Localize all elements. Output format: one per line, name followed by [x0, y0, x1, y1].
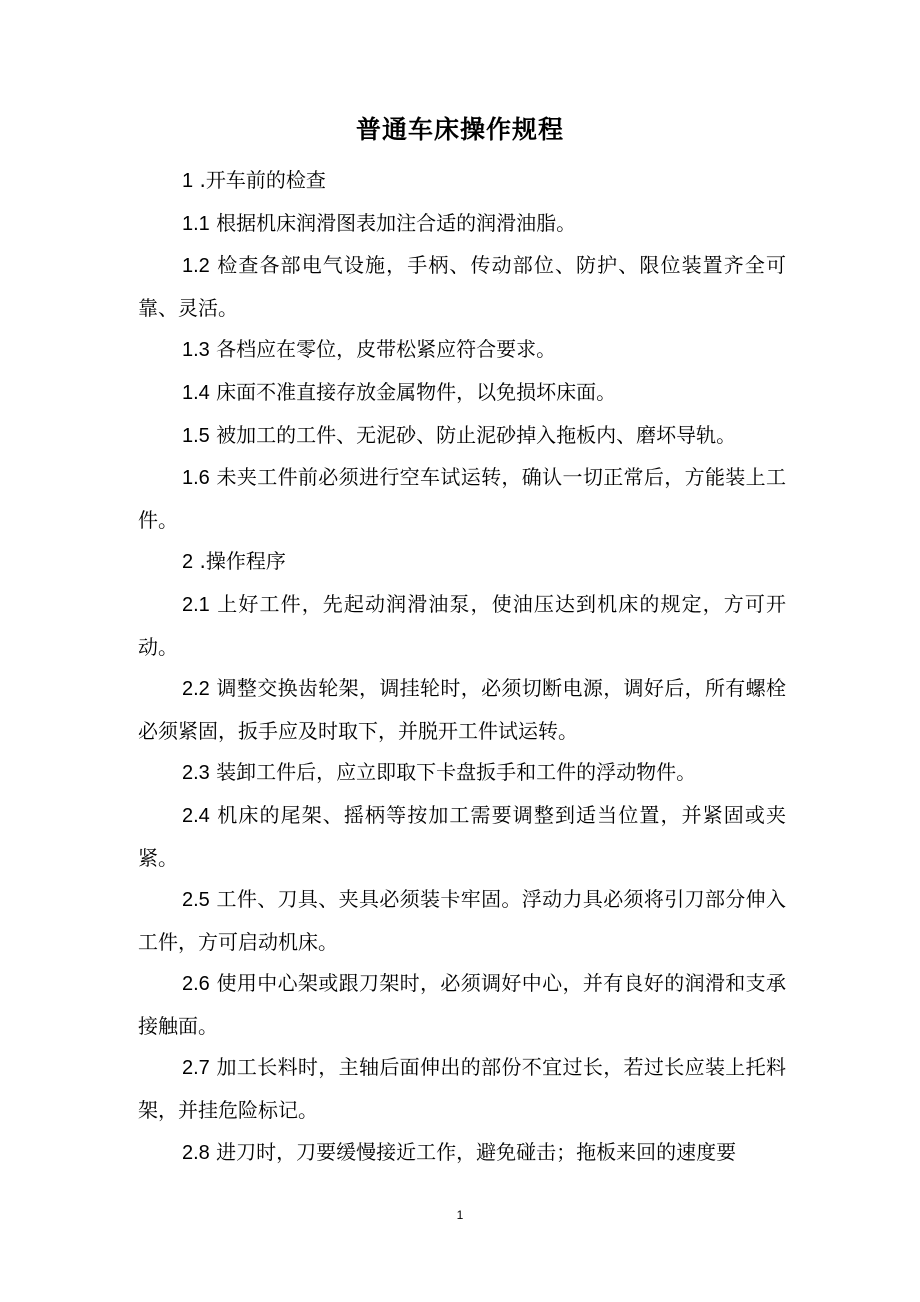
- section-heading-2: [138, 541, 786, 584]
- paragraph-number: 1.3: [182, 339, 210, 362]
- paragraph-number: 1.6: [182, 467, 210, 490]
- paragraph-text: 各档应在零位，皮带松紧应符合要求。: [209, 337, 557, 362]
- paragraph-1-1: [138, 203, 786, 246]
- paragraph-1-4: [138, 372, 786, 415]
- paragraph-number: 1.1: [182, 212, 210, 235]
- paragraph-2-6: [138, 963, 786, 1047]
- paragraph-2-4: [138, 795, 786, 879]
- paragraph-1-6: [138, 457, 786, 541]
- paragraph-text: 使用中心架或跟刀架时，必须调好中心，并有良好的润滑和支承接触面。: [138, 971, 786, 1038]
- paragraph-2-2: [138, 668, 786, 752]
- page-number: 1: [456, 1208, 464, 1222]
- paragraph-2-8: [138, 1132, 786, 1175]
- paragraph-text: 被加工的工件、无泥砂、防止泥砂掉入拖板内、磨坏导轨。: [209, 422, 737, 447]
- paragraph-number: 2.2: [182, 678, 210, 701]
- paragraph-number: 2.7: [182, 1057, 210, 1080]
- paragraph-number: 1.4: [182, 381, 210, 404]
- paragraph-number: 2.3: [182, 762, 210, 785]
- paragraph-1-3: [138, 329, 786, 372]
- paragraph-number: 2.5: [182, 889, 210, 912]
- paragraph-2-3: [138, 752, 786, 795]
- paragraph-number: 1.5: [182, 424, 210, 447]
- document-body: [138, 160, 786, 1174]
- paragraph-text: 调整交换齿轮架，调挂轮时，必须切断电源，调好后，所有螺栓必须紧固，扳手应及时取下，并脱开工件试运转。: [138, 676, 786, 743]
- paragraph-text: 根据机床润滑图表加注合适的润滑油脂。: [209, 210, 577, 235]
- paragraph-text: 床面不准直接存放金属物件，以免损坏床面。: [209, 379, 617, 404]
- document-title: 普通车床操作规程: [355, 115, 564, 144]
- section-heading-1: [138, 160, 786, 203]
- paragraph-number: 2.6: [182, 973, 210, 996]
- paragraph-text: 未夹工件前必须进行空车试运转，确认一切正常后，方能装上工件。: [138, 465, 786, 532]
- paragraph-number: 2.1: [182, 593, 210, 616]
- paragraph-number: 1.2: [182, 255, 210, 278]
- paragraph-text: .操作程序: [193, 549, 286, 574]
- paragraph-text: 工件、刀具、夹具必须装卡牢固。浮动力具必须将引刀部分伸入工件，方可启动机床。: [138, 887, 786, 954]
- paragraph-text: 加工长料时，主轴后面伸出的部份不宜过长，若过长应装上托料架，并挂危险标记。: [138, 1055, 786, 1123]
- paragraph-2-1: [138, 584, 786, 668]
- paragraph-number: 2.4: [182, 804, 210, 827]
- paragraph-1-5: [138, 415, 786, 458]
- paragraph-text: 机床的尾架、摇柄等按加工需要调整到适当位置，并紧固或夹紧。: [138, 802, 786, 870]
- paragraph-number: 2.8: [182, 1141, 210, 1164]
- paragraph-text: 装卸工件后，应立即取下卡盘扳手和工件的浮动物件。: [209, 760, 697, 785]
- paragraph-number: 2: [182, 551, 194, 574]
- paragraph-text: 上好工件，先起动润滑油泵，使油压达到机床的规定，方可开动。: [138, 591, 786, 659]
- paragraph-text: 进刀时，刀要缓慢接近工作，避免碰击；拖板来回的速度要: [209, 1139, 737, 1164]
- paragraph-2-5: [138, 879, 786, 963]
- paragraph-text: .开车前的检查: [193, 168, 326, 192]
- paragraph-text: 检查各部电气设施，手柄、传动部位、防护、限位装置齐全可靠、灵活。: [138, 253, 786, 320]
- paragraph-number: 1: [182, 170, 194, 192]
- paragraph-1-2: [138, 245, 786, 329]
- paragraph-2-7: [138, 1047, 786, 1131]
